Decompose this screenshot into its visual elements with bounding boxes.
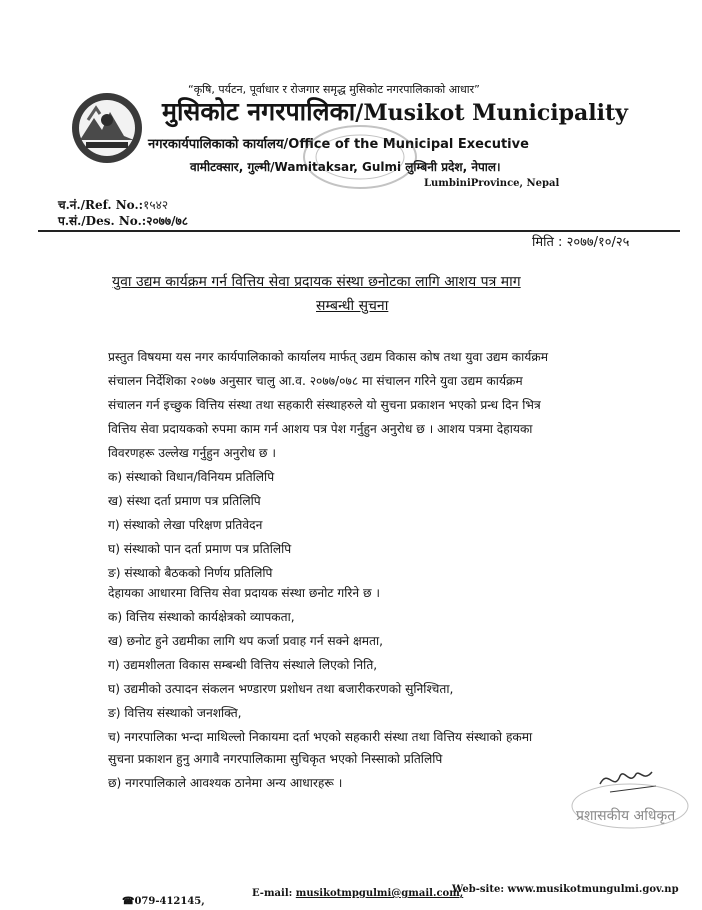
motto: “कृषि, पर्यटन, पूर्वाधार र रोजगार समृद्ध मुसिकोट नगरपालिकाको आधार” bbox=[188, 83, 480, 96]
para1-line-4: वित्तिय सेवा प्रदायकको रुपमा काम गर्न आशय पत्र पेश गर्नुहुन अनुरोध छ । आशय पत्रमा देहायका bbox=[108, 422, 533, 436]
letter-date: मिति : २०७७/१०/२५ bbox=[532, 235, 630, 250]
list-item: ङ) संस्थाको बैठकको निर्णय प्रतिलिपि bbox=[108, 566, 273, 580]
para1-line-1: प्रस्तुत विषयमा यस नगर कार्यपालिकाको कार्यालय मार्फत् उद्यम विकास कोष तथा युवा उद्यम कार्यक्रम bbox=[108, 350, 548, 364]
stamp-text: प्रशासकीय अधिकृत bbox=[576, 808, 676, 824]
list-item: घ) संस्थाको पान दर्ता प्रमाण पत्र प्रतिलिपि bbox=[108, 542, 292, 556]
title-nepali: मुसिकोट नगरपालिका bbox=[162, 97, 356, 126]
signature-stamp-icon bbox=[560, 762, 690, 832]
email-label: E-mail: bbox=[252, 888, 293, 899]
list-item: छ) नगरपालिकाले आवश्यक ठानेमा अन्य आधारहरू । bbox=[108, 776, 343, 790]
list-item: क) वित्तिय संस्थाको कार्यक्षेत्रको व्यापकता, bbox=[108, 610, 295, 624]
des-value: २०७७/७८ bbox=[146, 214, 189, 228]
list-item: ग) उद्यमशीलता विकास सम्बन्धी वित्तिय संस्थाले लिएको निति, bbox=[108, 658, 378, 672]
email-link[interactable]: musikotmpgulmi@gmail.com, bbox=[295, 888, 464, 899]
footer-website bbox=[452, 884, 679, 895]
title-english: Musikot Municipality bbox=[363, 100, 628, 126]
list-item: ग) संस्थाको लेखा परिक्षण प्रतिवेदन bbox=[108, 518, 263, 532]
title-separator: / bbox=[355, 100, 364, 126]
des-label: प.सं./Des. No.: bbox=[58, 214, 147, 228]
ref-value: १५४२ bbox=[143, 198, 169, 212]
list-item: घ) उद्यमीको उत्पादन संकलन भण्डारण प्रशोधन तथा बजारीकरणको सुनिश्चिता, bbox=[108, 682, 454, 696]
ref-number bbox=[58, 196, 168, 213]
subject-line-1: युवा उद्यम कार्यक्रम गर्न वित्तिय सेवा प्रदायक संस्था छनोटका लागि आशय पत्र माग bbox=[112, 274, 521, 290]
para1-line-5: विवरणहरू उल्लेख गर्नुहुन अनुरोध छ । bbox=[108, 446, 276, 460]
footer-email bbox=[252, 888, 463, 899]
office-name: नगरकार्यपालिकाको कार्यालय/Office of the Municipal Executive bbox=[148, 137, 529, 152]
para1-line-2: संचालन निर्देशिका २०७७ अनुसार चालु आ.व. २०७७/०७८ मा संचालन गरिने युवा उद्यम कार्यक्रम bbox=[108, 374, 523, 388]
office-seal-icon bbox=[300, 122, 420, 192]
ref-label: च.नं./Ref. No.: bbox=[58, 198, 144, 212]
list-item: क) संस्थाको विधान/विनियम प्रतिलिपि bbox=[108, 470, 275, 484]
footer-phone bbox=[122, 896, 205, 907]
website-label: Web-site: bbox=[452, 884, 505, 895]
para2: देहायका आधारमा वित्तिय सेवा प्रदायक संस्था छनोट गरिने छ । bbox=[108, 586, 381, 600]
des-number bbox=[58, 212, 188, 229]
list-item: सुचना प्रकाशन हुनु अगावै नगरपालिकामा सुचिकृत भएको निस्साको प्रतिलिपि bbox=[108, 752, 443, 766]
list-item: ख) छनोट हुने उद्यमीका लागि थप कर्जा प्रवाह गर्न सक्ने क्षमता, bbox=[108, 634, 383, 648]
office-address: वामीटक्सार, गुल्मी/Wamitaksar, Gulmi लुम्बिनी प्रदेश, नेपाल। bbox=[190, 160, 501, 174]
list-item: च) नगरपालिका भन्दा माथिल्लो निकायमा दर्ता भएको सहकारी संस्था तथा वित्तिय संस्थाको हकमा bbox=[108, 730, 533, 744]
phone-number: 079-412145, bbox=[134, 896, 205, 907]
para1-line-3: संचालन गर्न इच्छुक वित्तिय संस्था तथा सहकारी संस्थाहरुले यो सुचना प्रकाशन भएको प्रन्ध दिन भित्र bbox=[108, 398, 541, 412]
website-link[interactable]: www.musikotmungulmi.gov.np bbox=[507, 884, 679, 895]
list-item: ङ) वित्तिय संस्थाको जनशक्ति, bbox=[108, 706, 242, 720]
subject-line-2: सम्बन्धी सुचना bbox=[316, 298, 389, 314]
municipality-logo-icon bbox=[66, 90, 148, 166]
phone-icon: ☎ bbox=[122, 896, 135, 907]
list-item: ख) संस्था दर्ता प्रमाण पत्र प्रतिलिपि bbox=[108, 494, 261, 508]
province-name: LumbiniProvince, Nepal bbox=[424, 178, 560, 189]
